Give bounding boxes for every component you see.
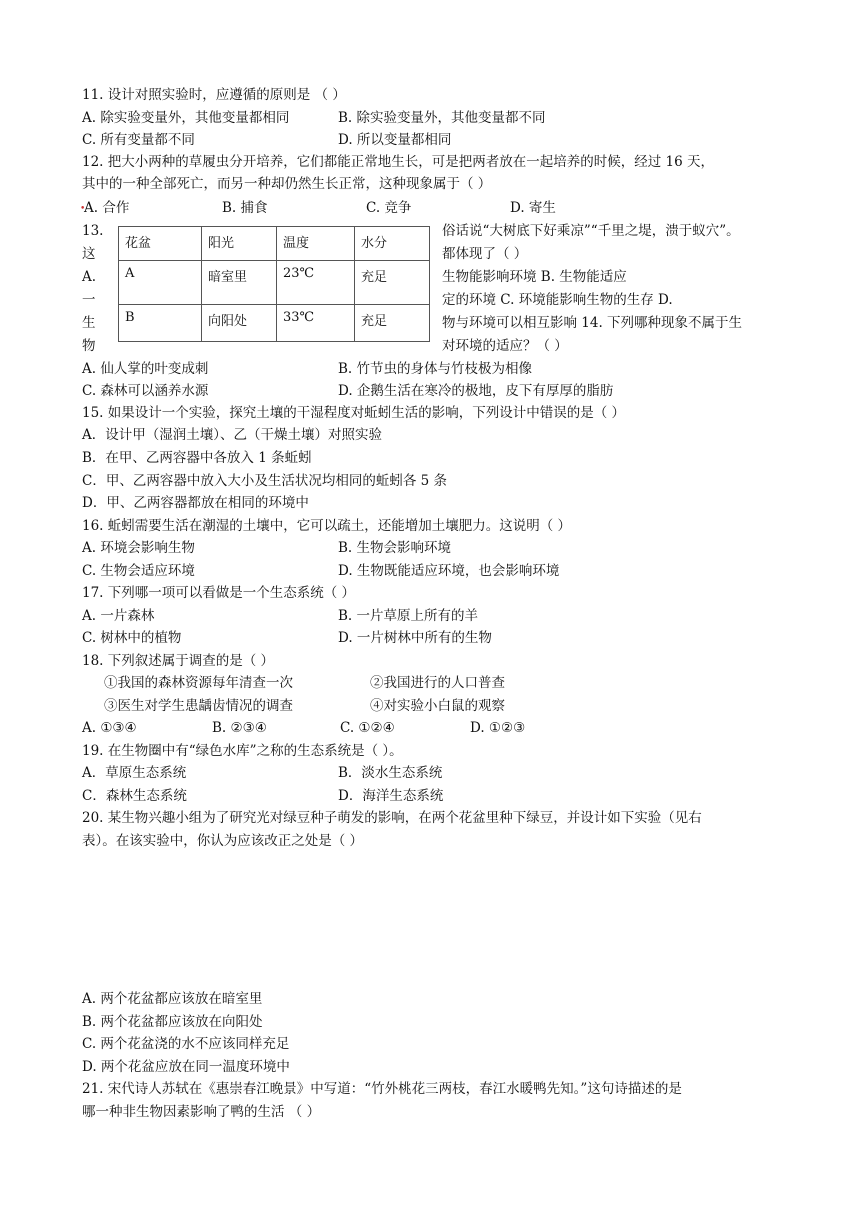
table-row (119, 305, 430, 342)
table-cell: 33℃ (277, 305, 355, 342)
q13-right-line: 都体现了（ ） (442, 246, 528, 262)
q13-left-fragment: 13. (82, 223, 104, 239)
q18-item-2: ②我国进行的人口普查 (370, 675, 505, 691)
q19-option-d: D．海洋生态系统 (338, 788, 444, 804)
q13-left-fragment: 物 (82, 338, 96, 354)
q20-option-c: C. 两个花盆浇的水不应该同样充足 (82, 1036, 290, 1052)
q17-option-d: D. 一片树林中所有的生物 (338, 630, 492, 646)
q12-stem-line2: 其中的一种全部死亡，而另一种却仍然生长正常，这种现象属于（ ） (82, 176, 492, 192)
q20-stem-line2: 表）。在该实验中，你认为应该改正之处是（ ） (82, 833, 364, 849)
q21-stem-line1: 21. 宋代诗人苏轼在《惠崇春江晚景》中写道：“竹外桃花三两枝，春江水暖鸭先知。”这句诗描述的是 (82, 1081, 682, 1097)
q17-stem: 17. 下列哪一项可以看做是一个生态系统（ ） (82, 585, 356, 601)
q13-right-line: 物与环境可以相互影响 14. 下列哪种现象不属于生 (442, 315, 743, 331)
q19-option-b: B．淡水生态系统 (338, 765, 443, 781)
q15-stem: 15. 如果设计一个实验，探究土壤的干湿程度对蚯蚓生活的影响，下列设计中错误的是（ ） (82, 405, 626, 421)
table-cell: 充足 (355, 305, 430, 342)
q13-right-line: 俗话说“大树底下好乘凉”“千里之堤，溃于蚁穴”。 (442, 223, 740, 239)
q11-option-d: D. 所以变量都相同 (338, 132, 452, 148)
experiment-table (118, 226, 430, 342)
q17-option-c: C. 树林中的植物 (82, 630, 182, 646)
q21-stem-line2: 哪一种非生物因素影响了鸭的生活 （ ） (82, 1104, 321, 1120)
q18-item-3: ③医生对学生患龋齿情况的调查 (104, 698, 293, 714)
table-cell: 充足 (355, 261, 430, 305)
q12-option-a: A. 合作 (84, 200, 130, 216)
q18-option-d: D. ①②③ (470, 720, 526, 736)
table-cell: 23℃ (277, 261, 355, 305)
q16-option-d: D. 生物既能适应环境，也会影响环境 (338, 563, 560, 579)
q15-option-c: C．甲、乙两容器中放入大小及生活状况均相同的蚯蚓各 5 条 (82, 473, 448, 489)
q11-option-c: C. 所有变量都不同 (82, 132, 195, 148)
table-header-cell: 温度 (277, 227, 355, 261)
table-cell: 暗室里 (202, 261, 277, 305)
table-header-cell: 花盆 (119, 227, 202, 261)
q17-option-b: B. 一片草原上所有的羊 (338, 608, 479, 624)
table-cell: 向阳处 (202, 305, 277, 342)
q18-option-c: C. ①②④ (340, 720, 395, 736)
q12-option-c: C. 竞争 (366, 200, 412, 216)
q18-item-1: ①我国的森林资源每年清查一次 (104, 675, 293, 691)
q12-stem-line1: 12. 把大小两种的草履虫分开培养，它们都能正常地生长，可是把两者放在一起培养的时候，经过 16 天， (82, 154, 715, 170)
q18-option-b: B. ②③④ (212, 720, 267, 736)
q14-option-b: B. 竹节虫的身体与竹枝极为相像 (338, 361, 533, 377)
table-header-cell: 阳光 (202, 227, 277, 261)
q13-right-line: 对环境的适应？（ ） (442, 338, 568, 354)
q13-left-fragment: 一 (82, 292, 96, 308)
q16-option-b: B. 生物会影响环境 (338, 540, 452, 556)
q19-stem: 19. 在生物圈中有“绿色水库”之称的生态系统是（ ）。 (82, 743, 403, 759)
q17-option-a: A. 一片森林 (82, 608, 155, 624)
q12-option-d: D. 寄生 (510, 200, 556, 216)
q11-option-a: A. 除实验变量外，其他变量都相同 (82, 110, 290, 126)
q16-stem: 16. 蚯蚓需要生活在潮湿的土壤中，它可以疏土，还能增加土壤肥力。这说明（ ） (82, 518, 572, 534)
q19-option-c: C．森林生态系统 (82, 788, 187, 804)
q19-option-a: A．草原生态系统 (82, 765, 187, 781)
q18-option-a: A. ①③④ (82, 720, 137, 736)
q20-stem-line1: 20. 某生物兴趣小组为了研究光对绿豆种子萌发的影响，在两个花盆里种下绿豆，并设计如下实验（见右 (82, 810, 702, 826)
q13-left-fragment: 生 (82, 315, 96, 331)
q15-option-a: A．设计甲（湿润土壤）、乙（干燥土壤）对照实验 (82, 427, 382, 443)
q18-stem: 18. 下列叙述属于调查的是（ ） (82, 653, 275, 669)
q20-option-d: D. 两个花盆应放在同一温度环境中 (82, 1059, 290, 1075)
q13-left-fragment: 这 (82, 246, 96, 262)
q13-right-line: 定的环境 C. 环境能影响生物的生存 D. (442, 292, 673, 308)
table-header-cell: 水分 (355, 227, 430, 261)
table-row (119, 261, 430, 305)
red-dot-mark: • (80, 204, 86, 214)
q14-option-d: D. 企鹅生活在寒冷的极地，皮下有厚厚的脂肪 (338, 383, 614, 399)
table-cell: B (119, 305, 202, 342)
q20-option-a: A. 两个花盆都应该放在暗室里 (82, 991, 263, 1007)
q12-option-b: B. 捕食 (222, 200, 268, 216)
q13-right-line: 生物能影响环境 B. 生物能适应 (442, 269, 627, 285)
q11-stem: 11. 设计对照实验时，应遵循的原则是 （ ） (82, 87, 346, 103)
q11-option-b: B. 除实验变量外，其他变量都不同 (338, 110, 546, 126)
q20-option-b: B. 两个花盆都应该放在向阳处 (82, 1014, 263, 1030)
q18-item-4: ④对实验小白鼠的观察 (370, 698, 505, 714)
q15-option-b: B．在甲、乙两容器中各放入 1 条蚯蚓 (82, 450, 312, 466)
q13-left-fragment: A. (82, 269, 97, 285)
table-header-row (119, 227, 430, 261)
q15-option-d: D．甲、乙两容器都放在相同的环境中 (82, 495, 309, 511)
q14-option-c: C. 森林可以涵养水源 (82, 383, 209, 399)
q16-option-a: A. 环境会影响生物 (82, 540, 195, 556)
q14-option-a: A. 仙人掌的叶变成刺 (82, 361, 209, 377)
table-cell: A (119, 261, 202, 305)
q16-option-c: C. 生物会适应环境 (82, 563, 195, 579)
